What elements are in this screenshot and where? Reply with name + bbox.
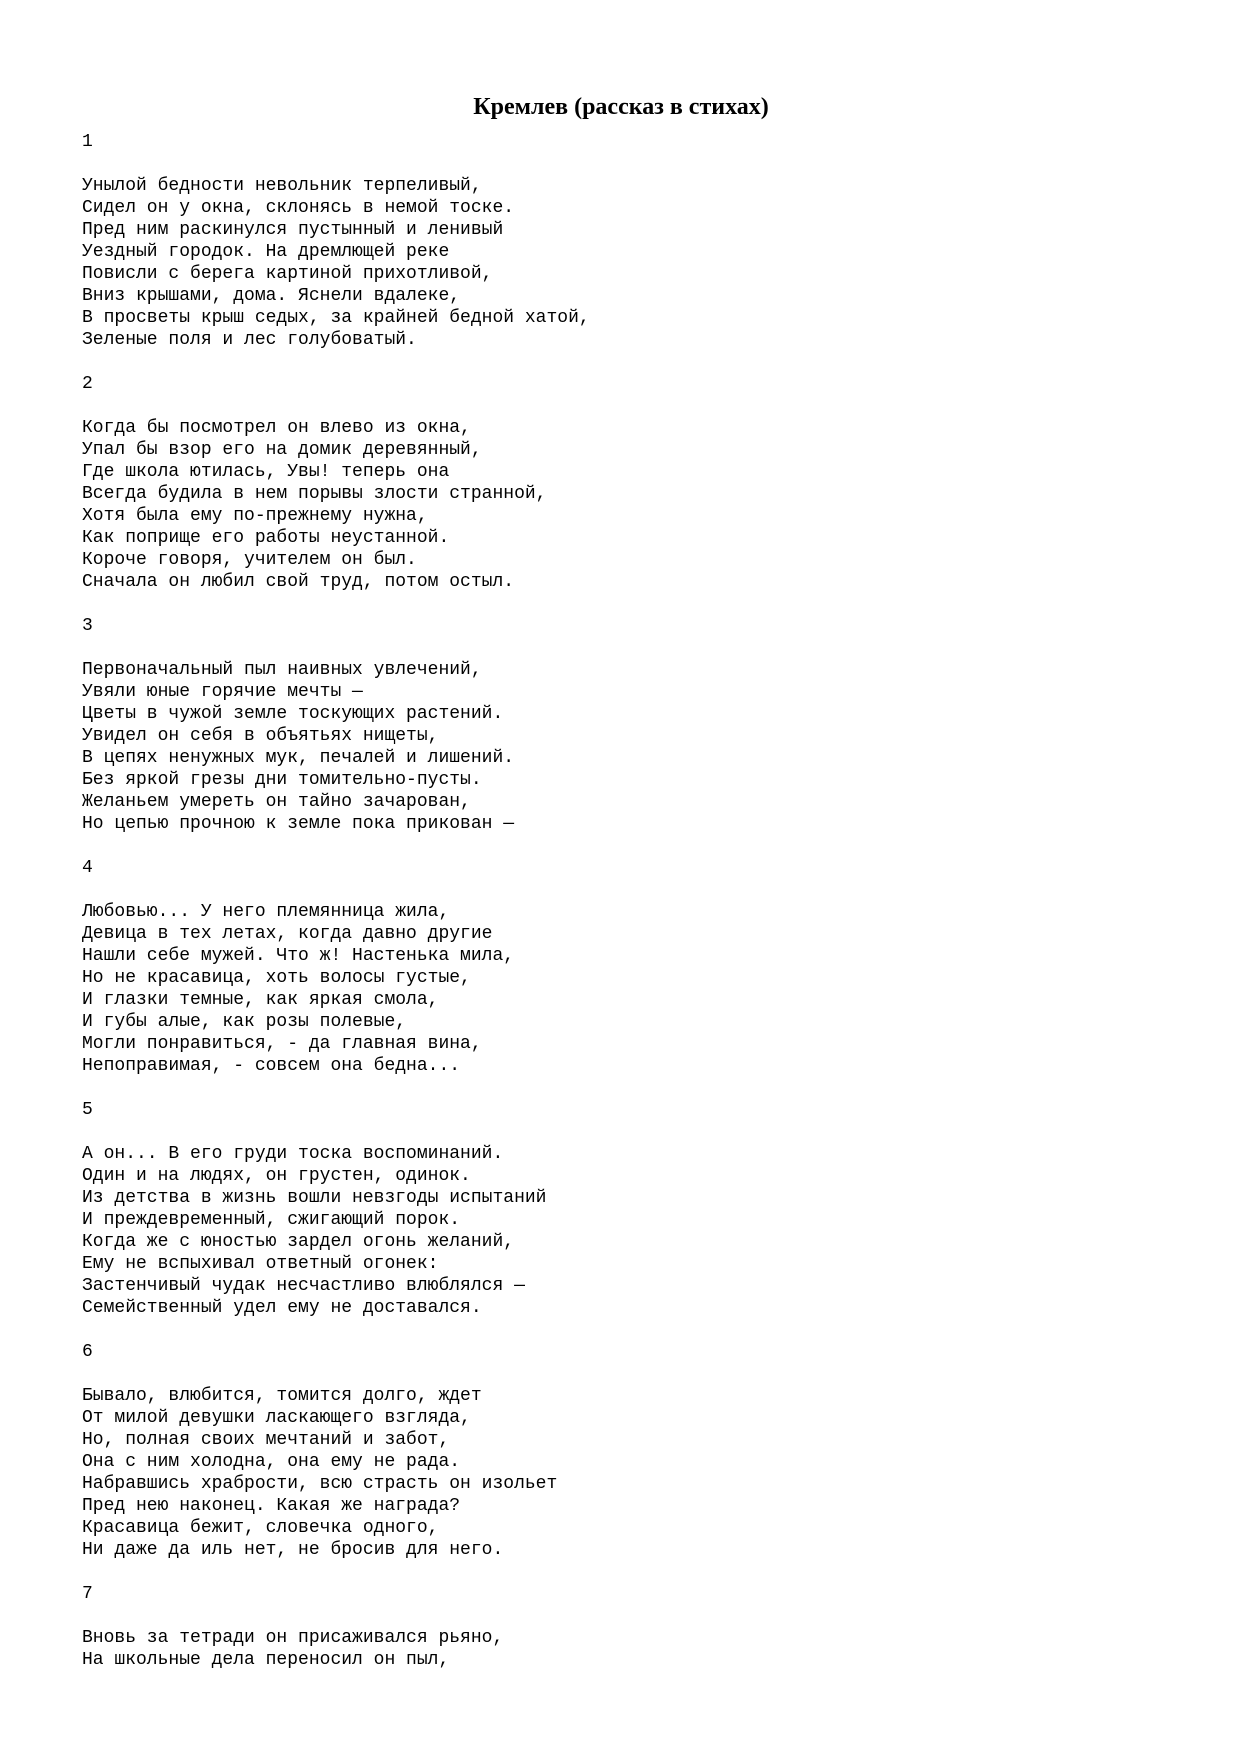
poem-line: Всегда будила в нем порывы злости странной, — [82, 484, 547, 504]
stanza-5 — [82, 1099, 1182, 1319]
poem-line: Пред нею наконец. Какая же награда? — [82, 1496, 461, 1516]
poem-line: Когда же с юностью зардел огонь желаний, — [82, 1232, 515, 1252]
poem-line: Нашли себе мужей. Что ж! Настенька мила, — [82, 946, 515, 966]
poem-line: Унылой бедности невольник терпеливый, — [82, 176, 482, 196]
stanza-number: 1 — [82, 132, 93, 152]
poem-line: Хотя была ему по-прежнему нужна, — [82, 506, 428, 526]
poem-line: Упал бы взор его на домик деревянный, — [82, 440, 482, 460]
poem-line: Бывало, влюбится, томится долго, ждет — [82, 1386, 482, 1406]
poem-line: Желаньем умереть он тайно зачарован, — [82, 792, 471, 812]
poem-line: Но цепью прочною к земле пока прикован — — [82, 814, 515, 834]
poem-line: Первоначальный пыл наивных увлечений, — [82, 660, 482, 680]
poem-line: Вновь за тетради он присаживался рьяно, — [82, 1628, 504, 1648]
poem-line: Ни даже да иль нет, не бросив для него. — [82, 1540, 504, 1560]
poem-line: Повисли с берега картиной прихотливой, — [82, 264, 493, 284]
poem-line: Набравшись храбрости, всю страсть он изольет — [82, 1474, 558, 1494]
poem-line: Уездный городок. На дремлющей реке — [82, 242, 450, 262]
poem-line: Как поприще его работы неустанной. — [82, 528, 450, 548]
poem-line: И преждевременный, сжигающий порок. — [82, 1210, 461, 1230]
poem-line: Где школа ютилась, Увы! теперь она — [82, 462, 450, 482]
stanza-number: 6 — [82, 1342, 93, 1362]
stanza-2 — [82, 373, 1182, 593]
poem-line: Девица в тех летах, когда давно другие — [82, 924, 493, 944]
poem-line: Но не красавица, хоть волосы густые, — [82, 968, 471, 988]
poem-line: Но, полная своих мечтаний и забот, — [82, 1430, 450, 1450]
poem-line: И глазки темные, как яркая смола, — [82, 990, 439, 1010]
poem-line: На школьные дела переносил он пыл, — [82, 1650, 450, 1670]
stanza-1 — [82, 131, 1182, 351]
poem-line: Любовью... У него племянница жила, — [82, 902, 450, 922]
stanza-number: 2 — [82, 374, 93, 394]
stanza-4 — [82, 857, 1182, 1077]
stanza-7 — [82, 1583, 1182, 1671]
poem-line: Семейственный удел ему не доставался. — [82, 1298, 482, 1318]
poem-line: Увяли юные горячие мечты — — [82, 682, 363, 702]
poem-line: Застенчивый чудак несчастливо влюблялся — — [82, 1276, 525, 1296]
poem-line: Без яркой грезы дни томительно-пусты. — [82, 770, 482, 790]
poem-line: А он... В его груди тоска воспоминаний. — [82, 1144, 504, 1164]
poem-line: Короче говоря, учителем он был. — [82, 550, 417, 570]
document-title: Кремлев (рассказ в стихах) — [473, 94, 769, 120]
poem-line: Сидел он у окна, склонясь в немой тоске. — [82, 198, 515, 218]
poem-line: И губы алые, как розы полевые, — [82, 1012, 407, 1032]
poem-line: Вниз крышами, дома. Яснели вдалеке, — [82, 286, 461, 306]
poem-line: В цепях ненужных мук, печалей и лишений. — [82, 748, 515, 768]
stanza-number: 7 — [82, 1584, 93, 1604]
poem-line: Красавица бежит, словечка одного, — [82, 1518, 439, 1538]
poem-line: В просветы крыш седых, за крайней бедной хатой, — [82, 308, 590, 328]
poem-line: Она с ним холодна, она ему не рада. — [82, 1452, 461, 1472]
poem-body — [82, 131, 1182, 1693]
stanza-number: 3 — [82, 616, 93, 636]
stanza-6 — [82, 1341, 1182, 1561]
poem-line: Увидел он себя в объятьях нищеты, — [82, 726, 439, 746]
poem-line: Непоправимая, - совсем она бедна... — [82, 1056, 461, 1076]
poem-line: Ему не вспыхивал ответный огонек: — [82, 1254, 439, 1274]
poem-line: Зеленые поля и лес голубоватый. — [82, 330, 417, 350]
poem-line: Цветы в чужой земле тоскующих растений. — [82, 704, 504, 724]
poem-line: От милой девушки ласкающего взгляда, — [82, 1408, 471, 1428]
poem-line: Когда бы посмотрел он влево из окна, — [82, 418, 471, 438]
stanza-number: 4 — [82, 858, 93, 878]
poem-line: Из детства в жизнь вошли невзгоды испытаний — [82, 1188, 547, 1208]
poem-line: Пред ним раскинулся пустынный и ленивый — [82, 220, 504, 240]
stanza-3 — [82, 615, 1182, 835]
poem-line: Сначала он любил свой труд, потом остыл. — [82, 572, 515, 592]
poem-line: Могли понравиться, - да главная вина, — [82, 1034, 482, 1054]
stanza-number: 5 — [82, 1100, 93, 1120]
poem-line: Один и на людях, он грустен, одинок. — [82, 1166, 471, 1186]
